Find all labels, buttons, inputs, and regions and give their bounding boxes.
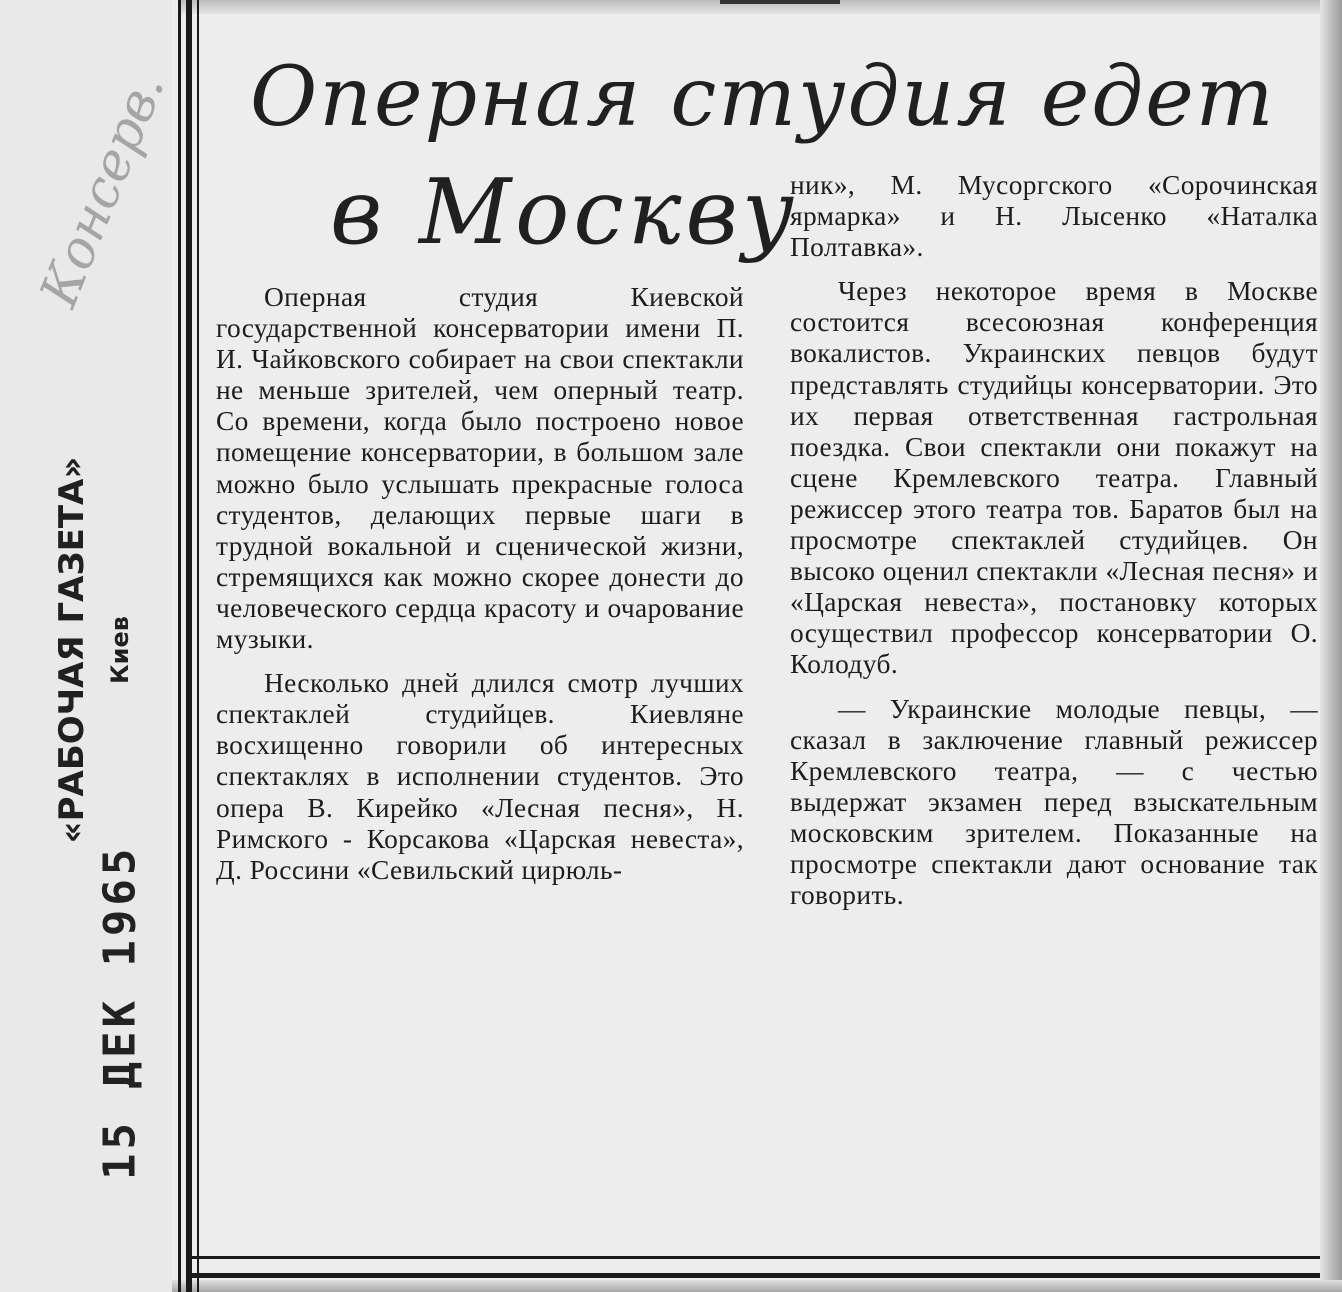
article-column-right: [790, 170, 1318, 911]
article-column-left: [216, 282, 744, 886]
column-rule: [178, 0, 181, 1292]
paragraph: Оперная студия Киевской государственной консерватории имени П. И. Чайковского собирает на свои спектакли не меньше зрителей, чем оперный театр. Со времени, когда было построено новое помещение консерватории, в большом зале можно было услышать прекрасные голоса студентов, делающих первые шаги в трудной вокальной и сценической жизни, стремящихся как можно скорее донести до человеческого сердца красоту и очарование музыки.: [216, 282, 744, 655]
paragraph: Несколько дней длился смотр лучших спектаклей студийцев. Киевляне восхищенно говорили об интересных спектаклях в исполнении студентов. Это опера В. Кирейко «Лесная песня», Н. Римского - Корсакова «Царская невеста», Д. Россини «Севильский цирюль-: [216, 668, 744, 885]
column-rule: [197, 0, 199, 1292]
headline-line-1: Оперная студия едет: [250, 50, 1276, 145]
date-text: 15 ДЕК 1965: [94, 844, 146, 1180]
bottom-rule: [186, 1256, 1320, 1278]
clipping-bottom-edge: [0, 1280, 1342, 1292]
clipping-right-edge: [1320, 0, 1342, 1292]
headline-line-2: в Москву: [330, 160, 799, 265]
newspaper-name: «РАБОЧАЯ ГАЗЕТА»: [52, 456, 92, 844]
paragraph: ник», М. Мусоргского «Сорочинская ярмарка» и Н. Лысенко «Наталка Полтавка».: [790, 170, 1318, 263]
top-border-fragment: [720, 0, 840, 4]
column-rule: [186, 0, 192, 1292]
paragraph: — Украинские молодые певцы, — сказал в заключение главный режиссер Кремлевского театра, — с честью выдержат экзамен перед взыскательным московским зрителем. Показанные на просмотре спектакли дают основание так говорить.: [790, 693, 1318, 911]
newspaper-city: Киев: [106, 616, 134, 684]
archive-margin: [0, 0, 177, 1292]
paragraph: Через некоторое время в Москве состоится всесоюзная конференция вокалистов. Украинских певцов будут представлять студийцы консерватории. Это их первая ответственная гастрольная поездка. Свои спектакли они покажут на сцене Кремлевского театра. Главный режиссер этого театра тов. Баратов был на просмотре спектаклей студийцев. Он высоко оценил спектакли «Лесная песня» и «Царская невеста», постановку которых осуществил профессор консерватории О. Колодуб.: [790, 276, 1318, 680]
handwritten-note: Консерв.: [29, 64, 177, 316]
